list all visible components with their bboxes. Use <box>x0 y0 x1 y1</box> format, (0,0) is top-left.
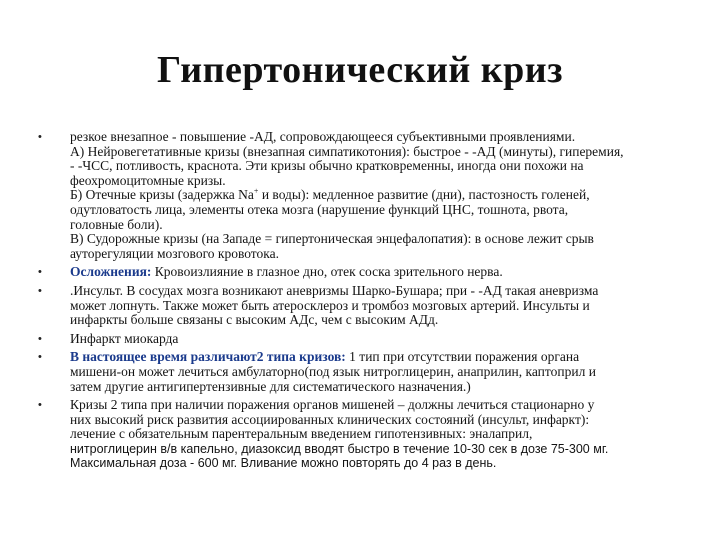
bullet-icon: • <box>38 266 42 279</box>
list-item <box>38 284 688 328</box>
text-fragment: и воды): медленное развитие (дни), пастозность голеней, <box>258 187 590 203</box>
text-line: них высокий риск развития ассоциированных клинических состояний (инсульт, инфаркт): <box>70 411 590 427</box>
item-text <box>70 398 688 471</box>
bullet-icon: • <box>38 131 42 143</box>
text-line: Кризы 2 типа при наличии поражения органов мишеней – должны лечиться стационарно у <box>70 397 595 413</box>
item-text <box>70 284 688 328</box>
item-text <box>70 350 688 394</box>
text-line: инфаркты больше связаны с высоким АДс, чем с высоким АДд. <box>70 312 439 328</box>
text-line: одутловатость лица, элементы отека мозга (нарушение функций ЦНС, тошнота, рвота, <box>70 201 569 217</box>
text-line <box>70 265 688 280</box>
bullet-list <box>38 130 688 473</box>
superscript: + <box>253 186 259 196</box>
text-fragment: Б) Отечные кризы (задержка Na <box>70 187 254 203</box>
item-text <box>70 332 688 347</box>
list-item <box>38 350 688 394</box>
text-line: ауторегуляции мозгового кровотока. <box>70 245 279 261</box>
text-line: А) Нейровегетативные кризы (внезапная симпатикотония): быстрое - -АД (минуты), гиперемия, <box>70 143 624 159</box>
text-line <box>70 188 688 203</box>
text-line: резкое внезапное - повышение -АД, сопровождающееся субъективными проявлениями. <box>70 129 576 144</box>
bullet-icon: • <box>38 284 42 297</box>
text-line: Максимальная доза - 600 мг. Вливание можно повторять до 4 раз в день. <box>70 456 497 471</box>
list-item <box>38 332 688 347</box>
text-line: .Инсульт. В сосудах мозга возникают аневризмы Шарко-Бушара; при - -АД такая аневризма <box>70 282 599 298</box>
text-line: - -ЧСС, потливость, краснота. Эти кризы обычно кратковременны, иногда они похожи на <box>70 158 584 174</box>
complications-label: Осложнения: <box>70 264 152 280</box>
bullet-icon: • <box>38 332 42 345</box>
bullet-icon: • <box>38 399 42 412</box>
list-item <box>38 398 688 471</box>
text-line: нитроглицерин в/в капельно, диазоксид вводят быстро в течение 10-30 сек в дозе 75-300 мг. <box>70 441 609 456</box>
text-line: Инфаркт миокарда <box>70 330 179 346</box>
bullet-icon: • <box>38 351 42 364</box>
text-fragment: Кровоизлияние в глазное дно, отек соска зрительного нерва. <box>151 264 503 280</box>
text-line: затем другие антигипертензивные для систематического назначения.) <box>70 378 471 394</box>
text-line <box>70 350 688 365</box>
slide-title: Гипертонический криз <box>157 49 563 91</box>
item-text <box>70 265 688 280</box>
crisis-types-label: В настоящее время различают2 типа кризов: <box>70 349 346 365</box>
item-text <box>70 130 688 261</box>
text-fragment: 1 тип при отсутствии поражения органа <box>345 349 580 365</box>
text-line: лечение с обязательным парентеральным введением гипотензивных: эналаприл, <box>70 426 533 442</box>
text-line: головные боли). <box>70 216 163 232</box>
text-line: феохромоцитомные кризы. <box>70 172 226 188</box>
text-line: мишени-он может лечиться амбулаторно(под язык нитроглицерин, анаприлин, каптоприл и <box>70 363 596 379</box>
list-item <box>38 130 688 261</box>
text-line: может лопнуть. Также может быть атеросклероз и тромбоз мозговых артерий. Инсульты и <box>70 297 590 313</box>
list-item <box>38 265 688 280</box>
text-line: В) Судорожные кризы (на Западе = гипертоническая энцефалопатия): в основе лежит срыв <box>70 231 594 247</box>
